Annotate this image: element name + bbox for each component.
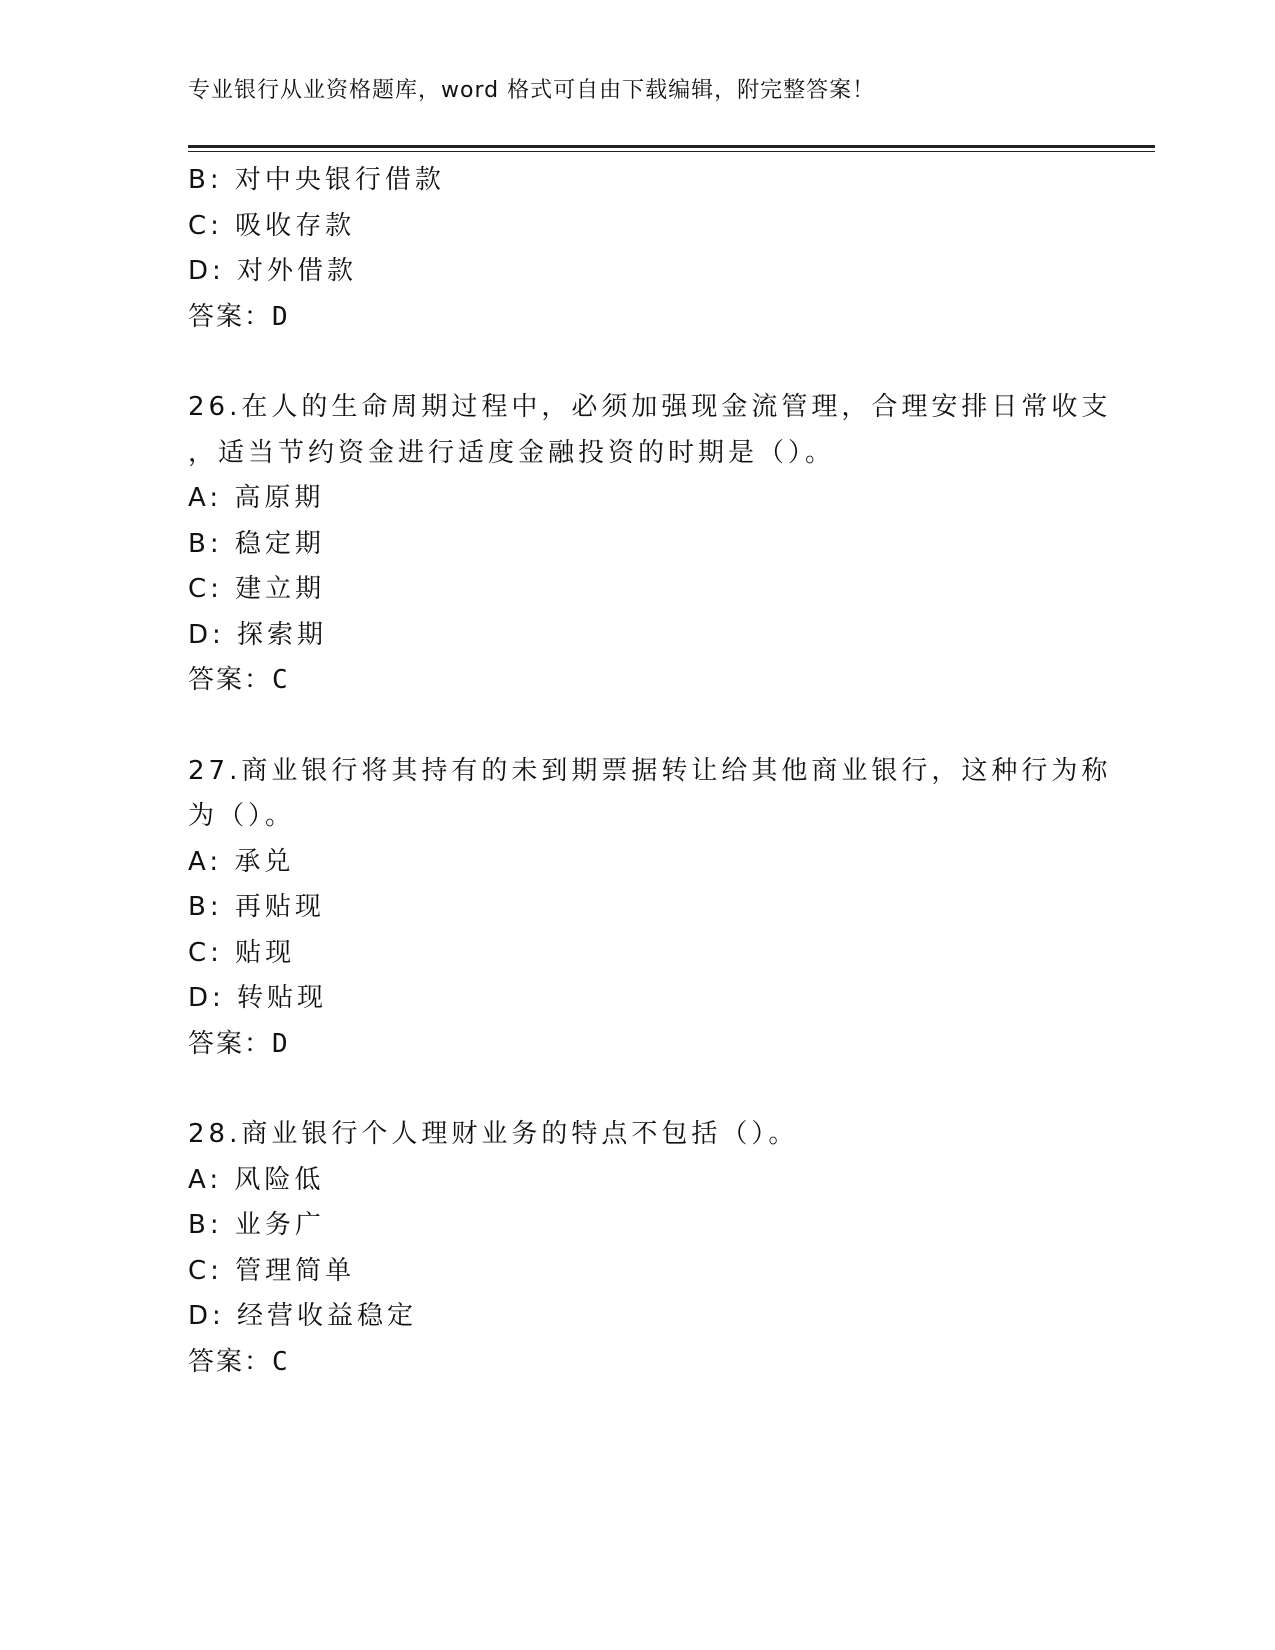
answer-line [188, 1340, 1088, 1386]
question-text: 为（）。 [188, 801, 296, 831]
option-b: B: 对中央银行借款 [188, 165, 445, 195]
answer-line [188, 1022, 1088, 1068]
header-rule-thick [188, 145, 1155, 148]
question-text: ，适当节约资金进行适度金融投资的时期是（）。 [188, 437, 836, 468]
option-c: C: 管理简单 [188, 1255, 356, 1286]
question-text: 27.商业银行将其持有的未到期票据转让给其他商业银行，这种行为称 [188, 755, 1112, 786]
answer-label: 答案： [188, 1346, 273, 1377]
answer-label: 答案： [188, 301, 273, 332]
answer-line [188, 658, 1088, 704]
question-text: 28.商业银行个人理财业务的特点不包括（）。 [188, 1119, 799, 1149]
question-28 [188, 1112, 1088, 1385]
answer-label: 答案： [188, 665, 273, 695]
option-d: D: 转贴现 [188, 983, 328, 1013]
continued-question [188, 158, 1088, 340]
answer-line [188, 295, 1088, 341]
option-a: A: 风险低 [188, 1164, 325, 1195]
option-c: C: 贴现 [188, 937, 296, 968]
spacer [188, 704, 1088, 749]
option-b: B: 业务广 [188, 1210, 325, 1240]
answer-value: C [272, 1346, 290, 1377]
question-content [188, 158, 1112, 1385]
question-text: 26.在人的生命周期过程中，必须加强现金流管理，合理安排日常收支 [188, 392, 1112, 422]
option-a: A: 高原期 [188, 483, 325, 513]
spacer [188, 1067, 1088, 1112]
option-a: A: 承兑 [188, 846, 295, 877]
answer-value: D [272, 1028, 290, 1059]
option-b: B: 再贴现 [188, 892, 325, 922]
option-c: C: 吸收存款 [188, 210, 356, 241]
page-header: 专业银行从业资格题库，word 格式可自由下载编辑，附完整答案！ [188, 78, 876, 103]
option-b: B: 稳定期 [188, 528, 325, 559]
header-rule-thin [188, 151, 1155, 152]
answer-value: C [272, 665, 290, 695]
option-c: C: 建立期 [188, 574, 326, 604]
option-d: D: 探索期 [188, 619, 328, 650]
option-d: D: 经营收益稳定 [188, 1301, 418, 1331]
option-d: D: 对外借款 [188, 256, 358, 286]
spacer [188, 340, 1088, 385]
answer-value: D [272, 301, 290, 332]
question-26 [188, 385, 1112, 704]
answer-label: 答案： [188, 1028, 273, 1059]
question-27 [188, 749, 1112, 1068]
